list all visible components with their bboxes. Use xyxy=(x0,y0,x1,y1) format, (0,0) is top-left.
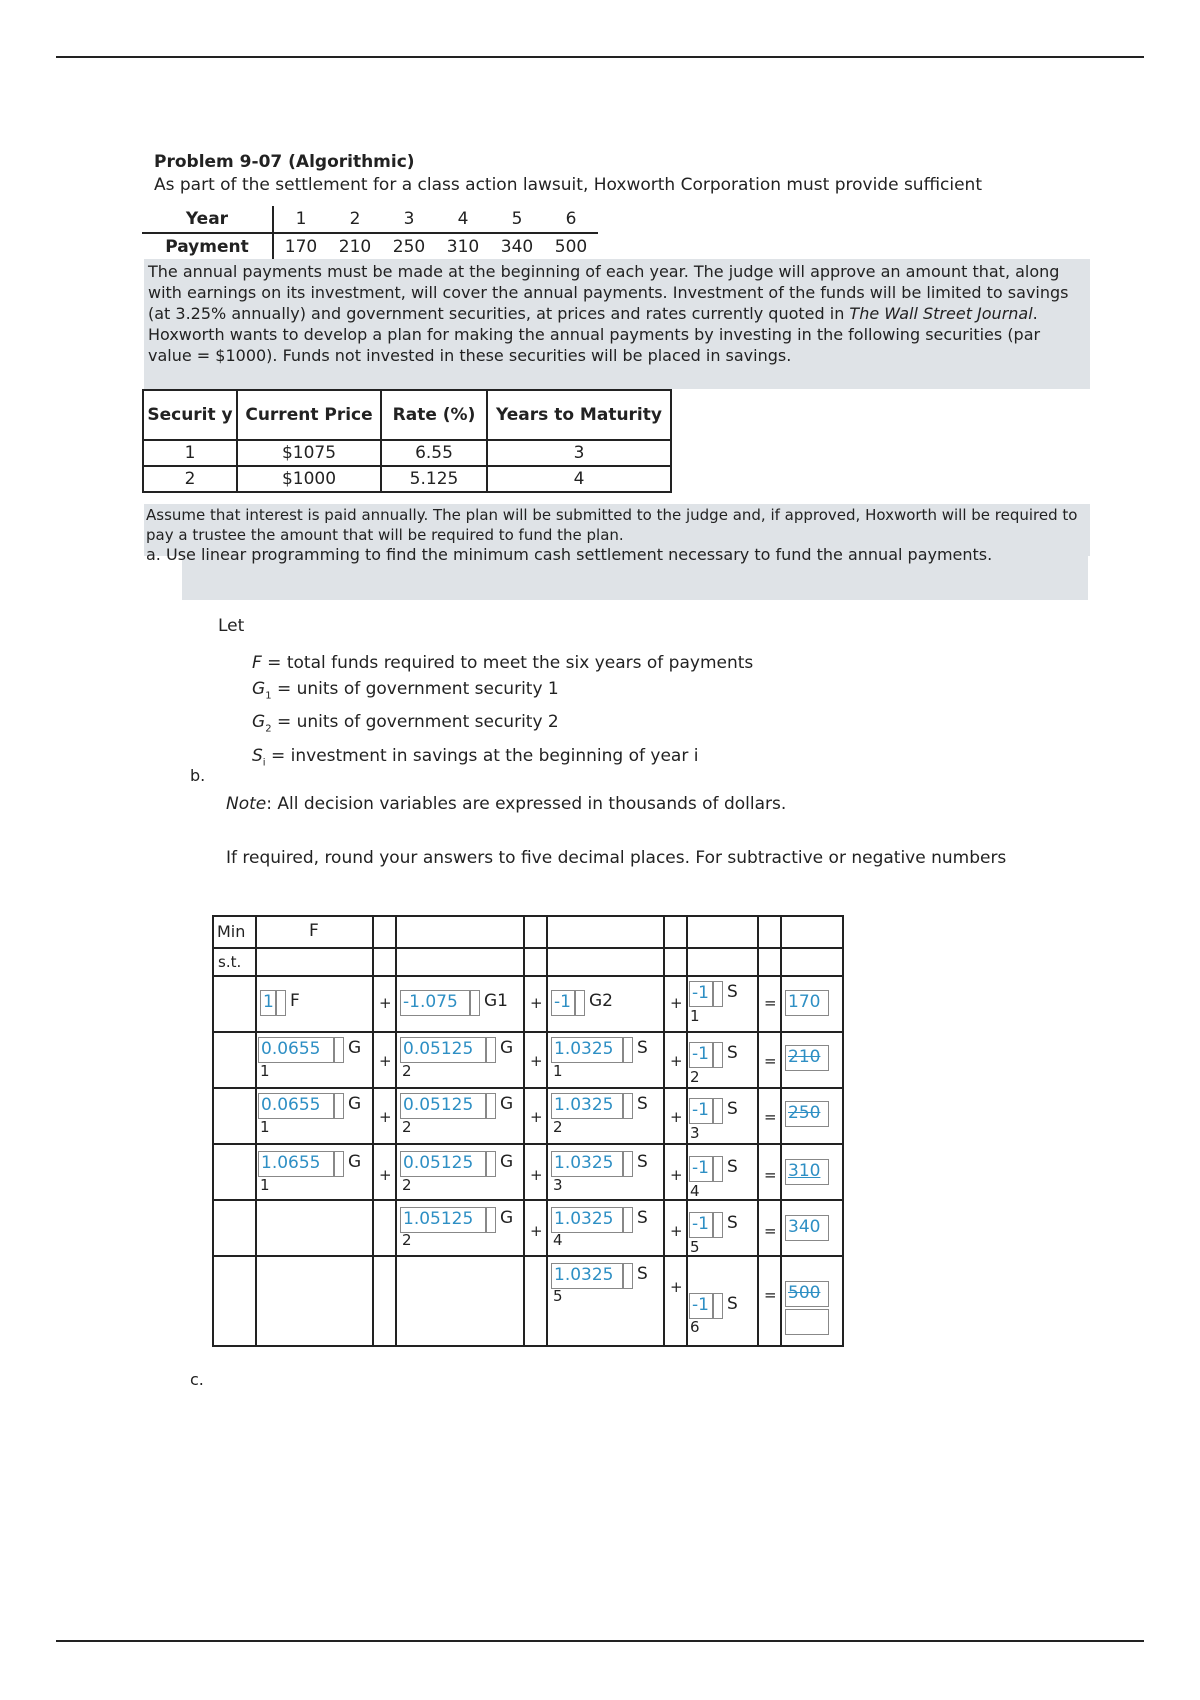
rhs-extra-input[interactable] xyxy=(785,1309,829,1335)
let-label: Let xyxy=(218,616,245,636)
variable-label: G xyxy=(500,1208,514,1228)
payment-table xyxy=(142,206,598,260)
variable-subscript: 2 xyxy=(690,1068,700,1086)
equals-sign: = xyxy=(764,1052,777,1070)
securities-cell: 4 xyxy=(487,466,671,492)
small-input[interactable] xyxy=(623,1207,633,1233)
year-cell: 4 xyxy=(457,209,469,229)
part-b-round-instructions: If required, round your answers to five decimal places. For subtractive or negative numbers xyxy=(226,848,1007,868)
variable-subscript: 4 xyxy=(553,1231,563,1249)
variable-label: G xyxy=(500,1038,514,1058)
equals-sign: = xyxy=(764,994,777,1012)
variable-subscript: 2 xyxy=(553,1118,563,1136)
payment-cell: 310 xyxy=(446,237,480,257)
plus-sign: + xyxy=(670,1222,683,1240)
rhs-input[interactable]: 500 xyxy=(785,1281,829,1307)
securities-cell: $1000 xyxy=(237,466,381,492)
variable-label: S xyxy=(637,1264,648,1284)
payment-cell: 170 xyxy=(284,237,318,257)
variable-subscript: 5 xyxy=(553,1287,563,1305)
part-b-label: b. xyxy=(190,766,206,785)
problem-title: Problem 9-07 (Algorithmic) xyxy=(154,152,415,172)
variable-label: S xyxy=(637,1038,648,1058)
g2-coefficient-input[interactable]: 0.05125 xyxy=(400,1037,486,1063)
payment-cell: 250 xyxy=(392,237,426,257)
securities-header: Rate (%) xyxy=(381,390,487,440)
variable-subscript: 1 xyxy=(260,1118,270,1136)
variable-subscript: 1 xyxy=(260,1062,270,1080)
g2-coefficient-input[interactable]: 0.05125 xyxy=(400,1093,486,1119)
g1-coefficient-input[interactable]: 0.0655 xyxy=(258,1037,334,1063)
small-input[interactable] xyxy=(623,1037,633,1063)
top-rule xyxy=(56,56,1144,58)
variable-label: S xyxy=(727,1157,738,1177)
g2-coefficient-input[interactable]: 1.05125 xyxy=(400,1207,486,1233)
plus-sign: + xyxy=(530,1108,543,1126)
variable-subscript: 1 xyxy=(260,1176,270,1194)
description-paragraph-2: Hoxworth wants to develop a plan for making the annual payments by investing in the following securities (par value = $1000). Funds not invested in these securities will be placed in savings. xyxy=(148,325,1041,365)
bottom-rule xyxy=(56,1640,1144,1642)
variable-subscript: 6 xyxy=(690,1318,700,1336)
variable-subscript: 2 xyxy=(402,1176,412,1194)
part-c-label: c. xyxy=(190,1370,204,1389)
plus-sign: + xyxy=(670,1108,683,1126)
g1-coefficient-input[interactable]: -1.075 xyxy=(400,990,470,1016)
securities-header: Years to Maturity xyxy=(487,390,671,440)
variable-subscript: 1 xyxy=(690,1007,700,1025)
rhs-input[interactable]: 310 xyxy=(785,1159,829,1185)
s-coefficient-input[interactable]: -1 xyxy=(689,1212,713,1238)
small-input[interactable] xyxy=(486,1093,496,1119)
small-input[interactable] xyxy=(334,1093,344,1119)
s-coefficient-input[interactable]: 1.0325 xyxy=(551,1151,623,1177)
small-input[interactable] xyxy=(276,990,286,1016)
small-input[interactable] xyxy=(486,1207,496,1233)
variable-label: S xyxy=(637,1094,648,1114)
small-input[interactable] xyxy=(713,1042,723,1068)
small-input[interactable] xyxy=(334,1151,344,1177)
payment-cell: 210 xyxy=(338,237,372,257)
f-coefficient-input[interactable]: 1 xyxy=(260,990,276,1016)
small-input[interactable] xyxy=(623,1263,633,1289)
year-cell: 3 xyxy=(403,209,415,229)
objective-variable: F xyxy=(309,921,319,941)
s-coefficient-input[interactable]: -1 xyxy=(689,981,713,1007)
s-coefficient-input[interactable]: -1 xyxy=(689,1293,713,1319)
plus-sign: + xyxy=(670,1052,683,1070)
small-input[interactable] xyxy=(713,1212,723,1238)
s-coefficient-input[interactable]: 1.0325 xyxy=(551,1263,623,1289)
problem-intro: As part of the settlement for a class action lawsuit, Hoxworth Corporation must provide sufficient xyxy=(154,175,982,195)
plus-sign: + xyxy=(530,1052,543,1070)
plus-sign: + xyxy=(670,1278,683,1296)
small-input[interactable] xyxy=(713,1156,723,1182)
rhs-input[interactable]: 340 xyxy=(785,1215,829,1241)
equals-sign: = xyxy=(764,1108,777,1126)
small-input[interactable] xyxy=(486,1037,496,1063)
variable-label: S xyxy=(727,1043,738,1063)
variable-label: S xyxy=(637,1152,648,1172)
variable-subscript: 1 xyxy=(553,1062,563,1080)
small-input[interactable] xyxy=(623,1093,633,1119)
s-coefficient-input[interactable]: -1 xyxy=(689,1098,713,1124)
plus-sign: + xyxy=(670,994,683,1012)
variable-label: G1 xyxy=(484,991,508,1011)
variable-label: G xyxy=(348,1152,362,1172)
small-input[interactable] xyxy=(486,1151,496,1177)
securities-cell: 5.125 xyxy=(381,466,487,492)
g1-coefficient-input[interactable]: 0.0655 xyxy=(258,1093,334,1119)
year-cell: 5 xyxy=(511,209,523,229)
variable-label: G xyxy=(500,1094,514,1114)
payment-cell: 340 xyxy=(500,237,534,257)
variable-label: S xyxy=(637,1208,648,1228)
part-b-note: Note: All decision variables are expressed in thousands of dollars. xyxy=(226,794,787,814)
year-cell: 1 xyxy=(295,209,307,229)
variable-subscript: 4 xyxy=(690,1182,700,1200)
variable-label: S xyxy=(727,1213,738,1233)
variable-label: S xyxy=(727,1099,738,1119)
small-input[interactable] xyxy=(713,1293,723,1319)
year-cell: 2 xyxy=(349,209,361,229)
g2-coefficient-input[interactable]: 0.05125 xyxy=(400,1151,486,1177)
year-cell: 6 xyxy=(565,209,577,229)
rhs-input[interactable]: 250 xyxy=(785,1101,829,1127)
variable-label: G xyxy=(348,1094,362,1114)
equals-sign: = xyxy=(764,1286,777,1304)
securities-cell: 1 xyxy=(143,440,237,466)
small-input[interactable] xyxy=(575,990,585,1016)
securities-header: Current Price xyxy=(237,390,381,440)
variable-label: F xyxy=(290,991,300,1011)
variable-subscript: 3 xyxy=(690,1124,700,1142)
lp-formulation-grid xyxy=(212,915,844,1347)
payment-cell: 500 xyxy=(554,237,588,257)
plus-sign: + xyxy=(530,1166,543,1184)
securities-table xyxy=(142,389,672,493)
let-definitions xyxy=(252,650,753,776)
equals-sign: = xyxy=(764,1166,777,1184)
small-input[interactable] xyxy=(713,1098,723,1124)
plus-sign: + xyxy=(670,1166,683,1184)
payment-label: Payment xyxy=(142,233,273,260)
plus-sign: + xyxy=(379,994,392,1012)
variable-subscript: 2 xyxy=(402,1062,412,1080)
description-paragraph-1: The annual payments must be made at the beginning of each year. The judge will approve an amount that, along with earnings on its investment, will cover the annual payments. Investment of the funds will be limited to savings (at 3.25% annually) and government securities, at prices and rates currently quoted in The Wall Street Journal. xyxy=(148,262,1069,323)
year-label: Year xyxy=(142,206,273,233)
variable-label: S xyxy=(727,982,738,1002)
s-coefficient-input[interactable]: 1.0325 xyxy=(551,1093,623,1119)
description-block xyxy=(144,259,1090,389)
variable-subscript: 5 xyxy=(690,1238,700,1256)
variable-label: G xyxy=(500,1152,514,1172)
definition-g1: $G_1$ = units of government security 1 xyxy=(252,679,559,702)
small-input[interactable] xyxy=(623,1151,633,1177)
min-label: Min xyxy=(217,922,246,941)
s-coefficient-input[interactable]: 1.0325 xyxy=(551,1207,623,1233)
rhs-input[interactable]: 210 xyxy=(785,1045,829,1071)
small-input[interactable] xyxy=(470,990,480,1016)
definition-si: $S_i$ = investment in savings at the beginning of year i xyxy=(252,745,699,769)
variable-subscript: 2 xyxy=(402,1231,412,1249)
variable-subscript: 3 xyxy=(553,1176,563,1194)
small-input[interactable] xyxy=(334,1037,344,1063)
definition-g2: $G_2$ = units of government security 2 xyxy=(252,712,559,735)
securities-cell: 6.55 xyxy=(381,440,487,466)
small-input[interactable] xyxy=(713,981,723,1007)
rhs-input[interactable]: 170 xyxy=(785,990,829,1016)
equals-sign: = xyxy=(764,1222,777,1240)
securities-cell: 3 xyxy=(487,440,671,466)
plus-sign: + xyxy=(530,994,543,1012)
variable-subscript: 2 xyxy=(402,1118,412,1136)
s-coefficient-input[interactable]: -1 xyxy=(689,1042,713,1068)
part-a-text: a. Use linear programming to find the minimum cash settlement necessary to fund the annual payments. xyxy=(146,545,993,564)
securities-cell: $1075 xyxy=(237,440,381,466)
assume-text: Assume that interest is paid annually. The plan will be submitted to the judge and, if approved, Hoxworth will be required to pay a trustee the amount that will be required to fund the plan. xyxy=(146,506,1078,544)
g1-coefficient-input[interactable]: 1.0655 xyxy=(258,1151,334,1177)
securities-cell: 2 xyxy=(143,466,237,492)
st-label: s.t. xyxy=(218,953,242,971)
plus-sign: + xyxy=(379,1108,392,1126)
variable-label: S xyxy=(727,1294,738,1314)
s-coefficient-input[interactable]: 1.0325 xyxy=(551,1037,623,1063)
plus-sign: + xyxy=(379,1166,392,1184)
g2-coefficient-input[interactable]: -1 xyxy=(551,990,575,1016)
variable-label: G2 xyxy=(589,991,613,1011)
securities-header: Securit y xyxy=(143,390,237,440)
plus-sign: + xyxy=(379,1052,392,1070)
plus-sign: + xyxy=(530,1222,543,1240)
s-coefficient-input[interactable]: -1 xyxy=(689,1156,713,1182)
variable-label: G xyxy=(348,1038,362,1058)
definition-f: F = total funds required to meet the six years of payments xyxy=(252,653,754,673)
